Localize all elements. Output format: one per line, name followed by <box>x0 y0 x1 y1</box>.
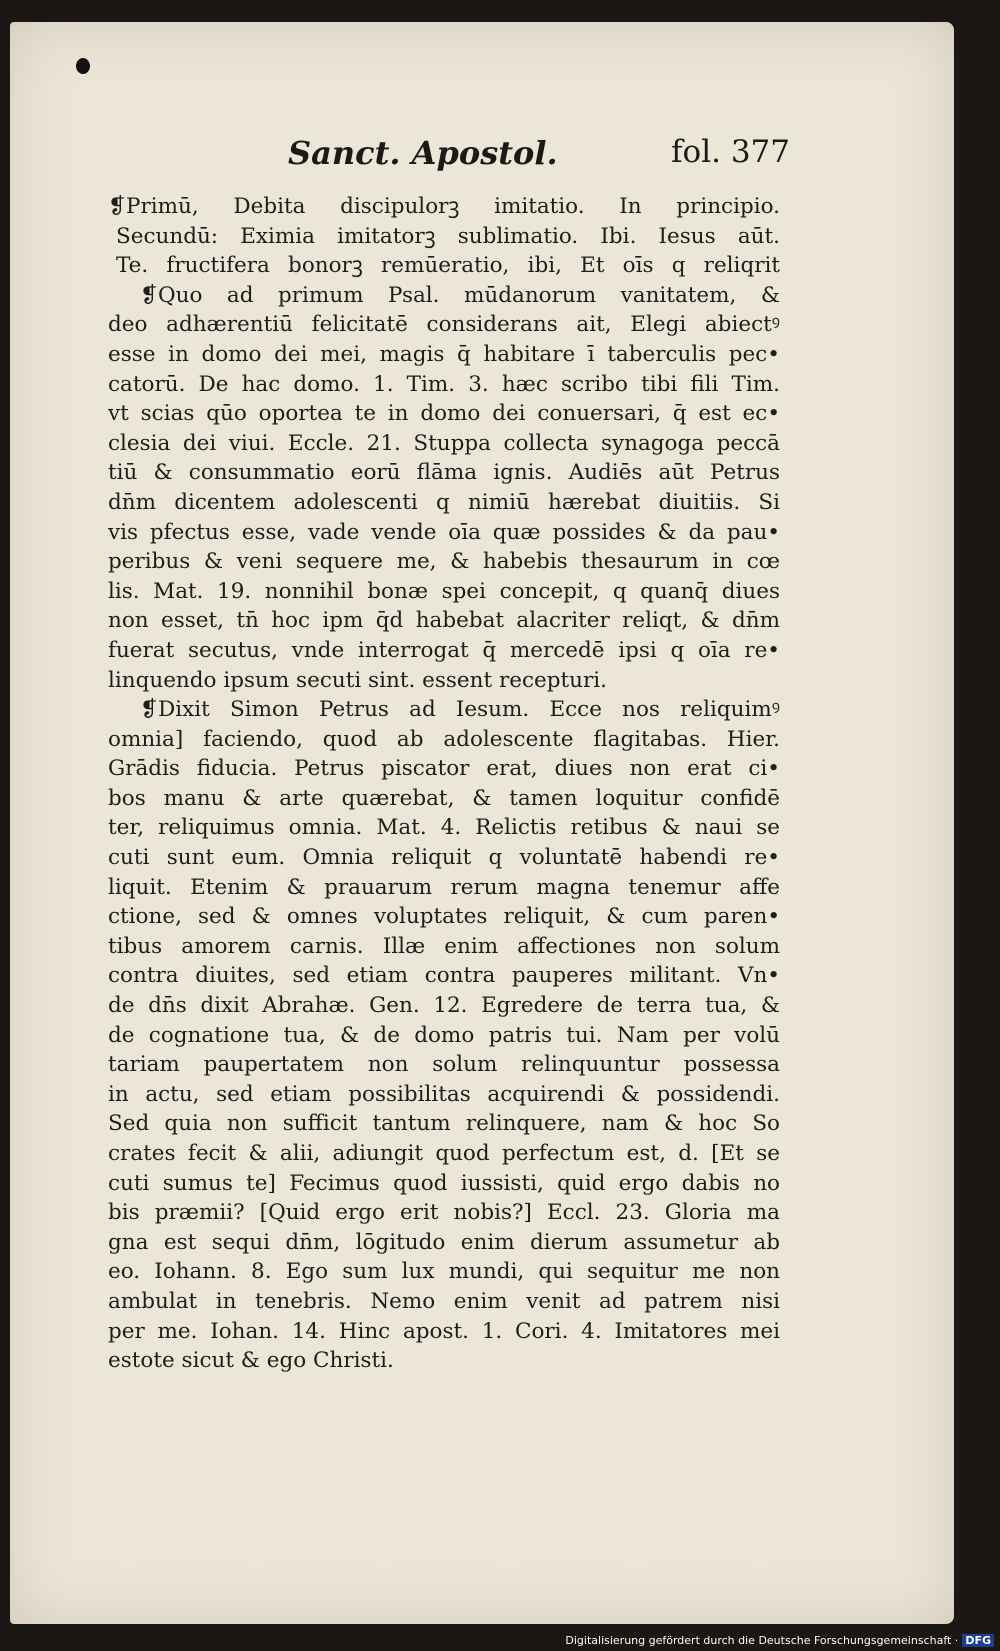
text-line: de cognatione tua, & de domo patris tui. Nam per volū <box>108 1022 780 1048</box>
text-line: bis præmii? [Quid ergo erit nobis?] Eccl. 23. Gloria ma <box>108 1200 780 1226</box>
text-line: linquendo ipsum secuti sint. essent recepturi. <box>108 667 607 693</box>
text-line: lis. Mat. 19. nonnihil bonæ spei concepit, q quanq̄ diues <box>108 578 780 604</box>
text-line: ❡Quo ad primum Psal. mūdanorum vanitatem, & <box>140 282 780 308</box>
text-line: tariam paupertatem non solum relinquuntur possessa <box>108 1052 780 1078</box>
text-line: Secundū: Eximia imitatorꝫ sublimatio. Ibi. Iesus aūt. <box>116 223 780 249</box>
text-line: cuti sumus te] Fecimus quod iussisti, quid ergo dabis no <box>108 1170 780 1196</box>
text-line: bos manu & arte quærebat, & tamen loquitur confidē <box>108 785 780 811</box>
text-line: crates fecit & alii, adiungit quod perfectum est, d. [Et se <box>108 1141 780 1166</box>
text-line: in actu, sed etiam possibilitas acquirendi & possidendi. <box>108 1081 780 1107</box>
text-line: liquit. Etenim & prauarum rerum magna tenemur affe <box>108 874 780 900</box>
text-line: Sed quia non sufficit tantum relinquere, nam & hoc So <box>108 1111 780 1137</box>
binding-hole <box>76 58 90 74</box>
book-page <box>10 22 954 1624</box>
text-line: tibus amorem carnis. Illæ enim affectiones non solum <box>108 933 780 959</box>
folio-number: fol. 377 <box>671 134 790 170</box>
text-line: Te. fructifera bonorꝫ remūeratio, ibi, Et oīs q reliqrit <box>116 253 780 279</box>
text-line: contra diuites, sed etiam contra pauperes militant. Vn• <box>108 963 780 989</box>
text-line: ter, reliquimus omnia. Mat. 4. Relictis retibus & naui se <box>108 815 780 841</box>
text-line: catorū. De hac domo. 1. Tim. 3. hæc scribo tibi fili Tim. <box>108 371 780 397</box>
text-line: non esset, tn̄ hoc ipm q̄d habebat alacriter reliqt, & dn̄m <box>108 608 780 634</box>
text-line: tiū & consummatio eorū flāma ignis. Audiēs aūt Petrus <box>108 460 780 486</box>
running-title: Sanct. Apostol. <box>288 134 558 172</box>
text-line: peribus & veni sequere me, & habebis thesaurum in cœ <box>108 549 780 575</box>
text-line: Grādis fiducia. Petrus piscator erat, diues non erat ci• <box>108 756 780 782</box>
page-header <box>110 134 790 180</box>
text-line: ❡Dixit Simon Petrus ad Iesum. Ecce nos reliquimꝰ <box>140 697 780 723</box>
text-line: vis pfectus esse, vade vende oīa quæ possides & da pau• <box>108 519 780 545</box>
text-line: deo adhærentiū felicitatē considerans ait, Elegi abiectꝰ <box>108 312 780 338</box>
credit-text: Digitalisierung gefördert durch die Deutsche Forschungsgemeinschaft · <box>565 1634 959 1647</box>
text-line: gna est sequi dn̄m, lōgitudo enim dierum assumetur ab <box>108 1229 780 1255</box>
body-text <box>108 192 780 1376</box>
dfg-logo: DFG <box>962 1634 994 1647</box>
text-line: estote sicut & ego Christi. <box>108 1348 394 1374</box>
text-line: ctione, sed & omnes voluptates reliquit, & cum paren• <box>108 904 780 930</box>
text-line: per me. Iohan. 14. Hinc apost. 1. Cori. 4. Imitatores mei <box>108 1318 780 1344</box>
text-line: cuti sunt eum. Omnia reliquit q voluntatē habendi re• <box>108 845 780 871</box>
text-line: ambulat in tenebris. Nemo enim venit ad patrem nisi <box>108 1288 780 1314</box>
text-line: omnia] faciendo, quod ab adolescente flagitabas. Hier. <box>108 726 780 752</box>
text-line: ❡Primū, Debita discipulorꝫ imitatio. In principio. <box>108 194 780 219</box>
digitization-credit <box>565 1634 994 1647</box>
text-line: eo. Iohann. 8. Ego sum lux mundi, qui sequitur me non <box>108 1259 780 1285</box>
text-line: fuerat secutus, vnde interrogat q̄ mercedē ipsi q oīa re• <box>108 637 780 663</box>
text-line: de dn̄s dixit Abrahæ. Gen. 12. Egredere de terra tua, & <box>108 993 780 1019</box>
text-line: esse in domo dei mei, magis q̄ habitare ī taberculis pec• <box>108 341 780 367</box>
text-line: clesia dei viui. Eccle. 21. Stuppa collecta synagoga peccā <box>108 430 780 456</box>
text-line: vt scias qūo oportea te in domo dei conuersari, q̄ est ec• <box>108 401 780 427</box>
text-line: dn̄m dicentem adolescenti q nimiū hærebat diuitiis. Si <box>108 489 780 515</box>
